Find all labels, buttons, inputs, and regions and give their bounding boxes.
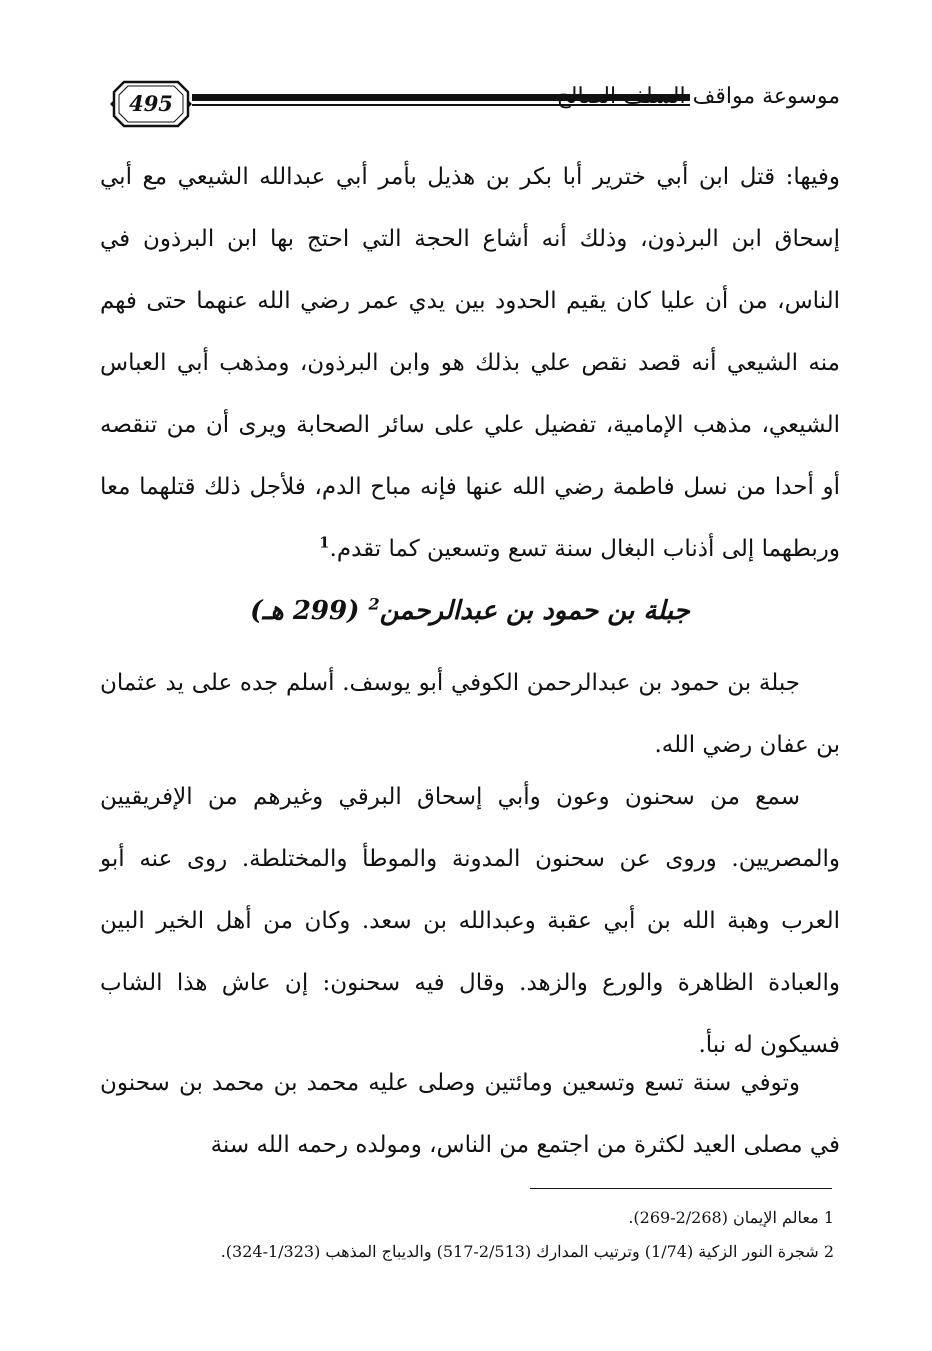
section-heading-name: جبلة بن حمود بن عبدالرحمن [379, 596, 690, 626]
paragraph-4 [100, 1052, 840, 1176]
footnote-1 [94, 1208, 834, 1227]
section-heading [200, 596, 740, 626]
paragraph-3-text: سمع من سحنون وعون وأبي إسحاق البرقي وغيرهم من الإفريقيين والمصريين. وروى عن سحنون المدونة والموطأ والمختلطة. روى عنه أبو العرب وهبة الله بن أبي عقبة وعبدالله بن سعد. وكان من أهل الخير البين والعبادة الظاهرة والورع والزهد. وقال فيه سحنون: إن عاش هذا الشاب فسيكون له نبأ. [100, 784, 840, 1058]
paragraph-3 [100, 766, 840, 1076]
footnote-ref-1[interactable]: 1 [319, 533, 330, 552]
footnote-divider [530, 1188, 832, 1189]
footnote-2 [94, 1242, 834, 1261]
footnote-1-text: معالم الإيمان (2/268-269). [628, 1208, 819, 1227]
paragraph-4-text: وتوفي سنة تسع وتسعين ومائتين وصلى عليه محمد بن محمد بن سحنون في مصلى العيد لكثرة من اجتمع من الناس، ومولده رحمه الله سنة [100, 1070, 840, 1158]
paragraph-2-text: جبلة بن حمود بن عبدالرحمن الكوفي أبو يوسف. أسلم جده على يد عثمان بن عفان رضي الله. [100, 670, 840, 758]
section-heading-date: (299 هـ) [250, 596, 360, 626]
page-header [100, 70, 840, 140]
paragraph-1-text: وفيها: قتل ابن أبي خترير أبا بكر بن هذيل بأمر أبي عبدالله الشيعي مع أبي إسحاق ابن البرذون، وذلك أنه أشاع الحجة التي احتج بها ابن البرذون في الناس، من أن عليا كان يقيم الحدود بين يدي عمر رضي الله عنهما حتى فهم منه الشيعي أنه قصد نقص علي بذلك هو وابن البرذون، ومذهب أبي العباس الشيعي، مذهب الإمامية، تفضيل علي على سائر الصحابة ويرى أن من تنقصه أو أحدا من نسل فاطمة رضي الله عنها فإنه مباح الدم، فلأجل ذلك قتلهما معا وربطهما إلى أذناب البغال سنة تسع وتسعين كما تقدم. [100, 164, 840, 562]
page-number: 495 [129, 91, 173, 116]
page-number-badge [110, 78, 192, 130]
footnote-ref-2[interactable]: 2 [368, 594, 380, 614]
footnote-2-number: 2 [823, 1242, 834, 1261]
footnote-1-number: 1 [823, 1208, 834, 1227]
footnote-2-text: شجرة النور الزكية (1/74) وترتيب المدارك (2/513-517) والديباج المذهب (1/323-324). [220, 1242, 819, 1261]
book-title: موسوعة مواقف السلف الصالح [556, 84, 840, 109]
paragraph-1 [100, 146, 840, 580]
paragraph-2 [100, 652, 840, 776]
